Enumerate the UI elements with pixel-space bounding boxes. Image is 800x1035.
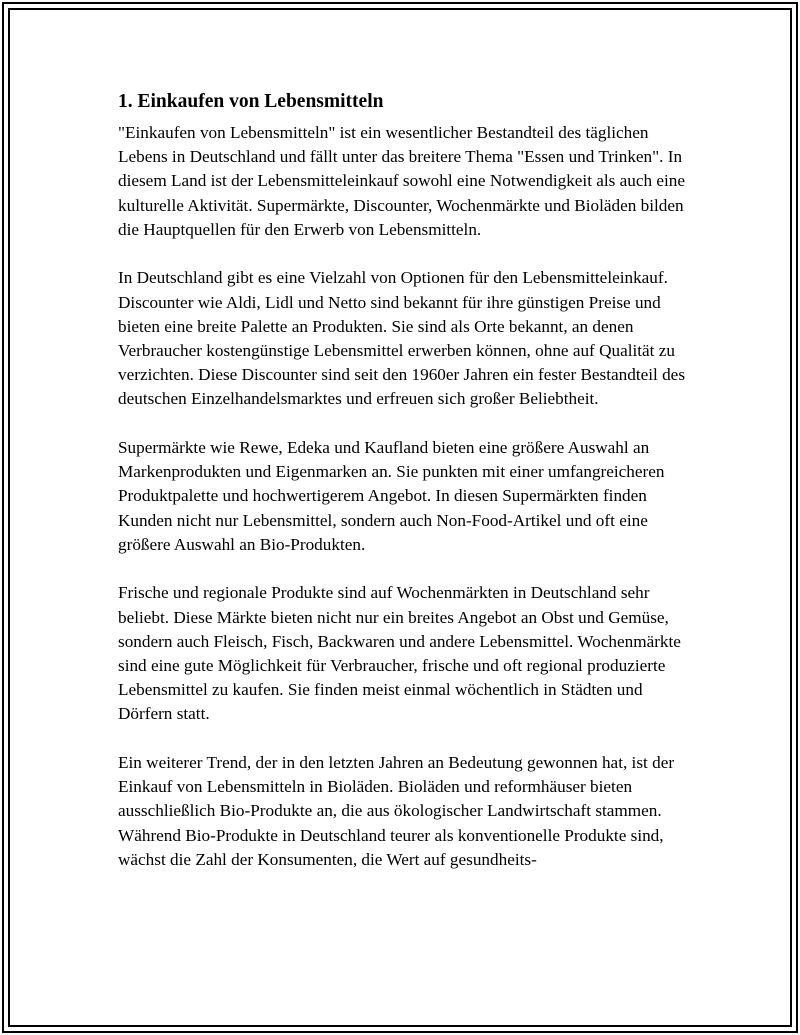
paragraph-4: Frische und regionale Produkte sind auf Wochenmärkten in Deutschland sehr beliebt. Diese Märkte bieten nicht nur ein breites Angebot an Obst und Gemüse, sondern auch Fleisch, Fisch, Backwaren und andere Lebensmittel. Wochenmärkte sind eine gute Möglichkeit für Verbraucher, frische und oft regional produzierte Lebensmittel zu kaufen. Sie finden meist einmal wöchentlich in Städten und Dörfern statt. [118, 583, 681, 724]
paragraph-2: In Deutschland gibt es eine Vielzahl von Optionen für den Lebensmitteleinkauf. Discounter wie Aldi, Lidl und Netto sind bekannt für ihre günstigen Preise und bieten eine breite Palette an Produkten. Sie sind als Orte bekannt, an denen Verbraucher kostengünstige Lebensmittel erwerben können, ohne auf Qualität zu verzichten. Diese Discounter sind seit den 1960er Jahren ein fester Bestandteil des deutschen Einzelhandelsmarktes und erfreuen sich großer Beliebtheit. [118, 268, 686, 409]
section-title: 1. Einkaufen von Lebensmitteln [118, 91, 384, 112]
document-body [118, 88, 690, 896]
paragraph-1: "Einkaufen von Lebensmitteln" ist ein wesentlicher Bestandteil des täglichen Lebens in Deutschland und fällt unter das breitere Thema "Essen und Trinken". In diesem Land ist der Lebensmitteleinkauf sowohl eine Notwendigkeit als auch eine kulturelle Aktivität. Supermärkte, Discounter, Wochenmärkte und Bioläden bilden die Hauptquellen für den Erwerb von Lebensmitteln. [118, 123, 686, 239]
paragraph-3: Supermärkte wie Rewe, Edeka und Kaufland bieten eine größere Auswahl an Markenprodukten und Eigenmarken an. Sie punkten mit einer umfangreicheren Produktpalette und hochwertigerem Angebot. In diesen Supermärkten finden Kunden nicht nur Lebensmittel, sondern auch Non-Food-Artikel und oft eine größere Auswahl an Bio-Produkten. [118, 438, 665, 554]
paragraph-5: Ein weiterer Trend, der in den letzten Jahren an Bedeutung gewonnen hat, ist der Einkauf von Lebensmitteln in Bioläden. Bioläden und reformhäuser bieten ausschließlich Bio-Produkte an, die aus ökologischer Landwirtschaft stammen. Während Bio-Produkte in Deutschland teurer als konventionelle Produkte sind, wächst die Zahl der Konsumenten, die Wert auf gesundheits- [118, 753, 675, 869]
